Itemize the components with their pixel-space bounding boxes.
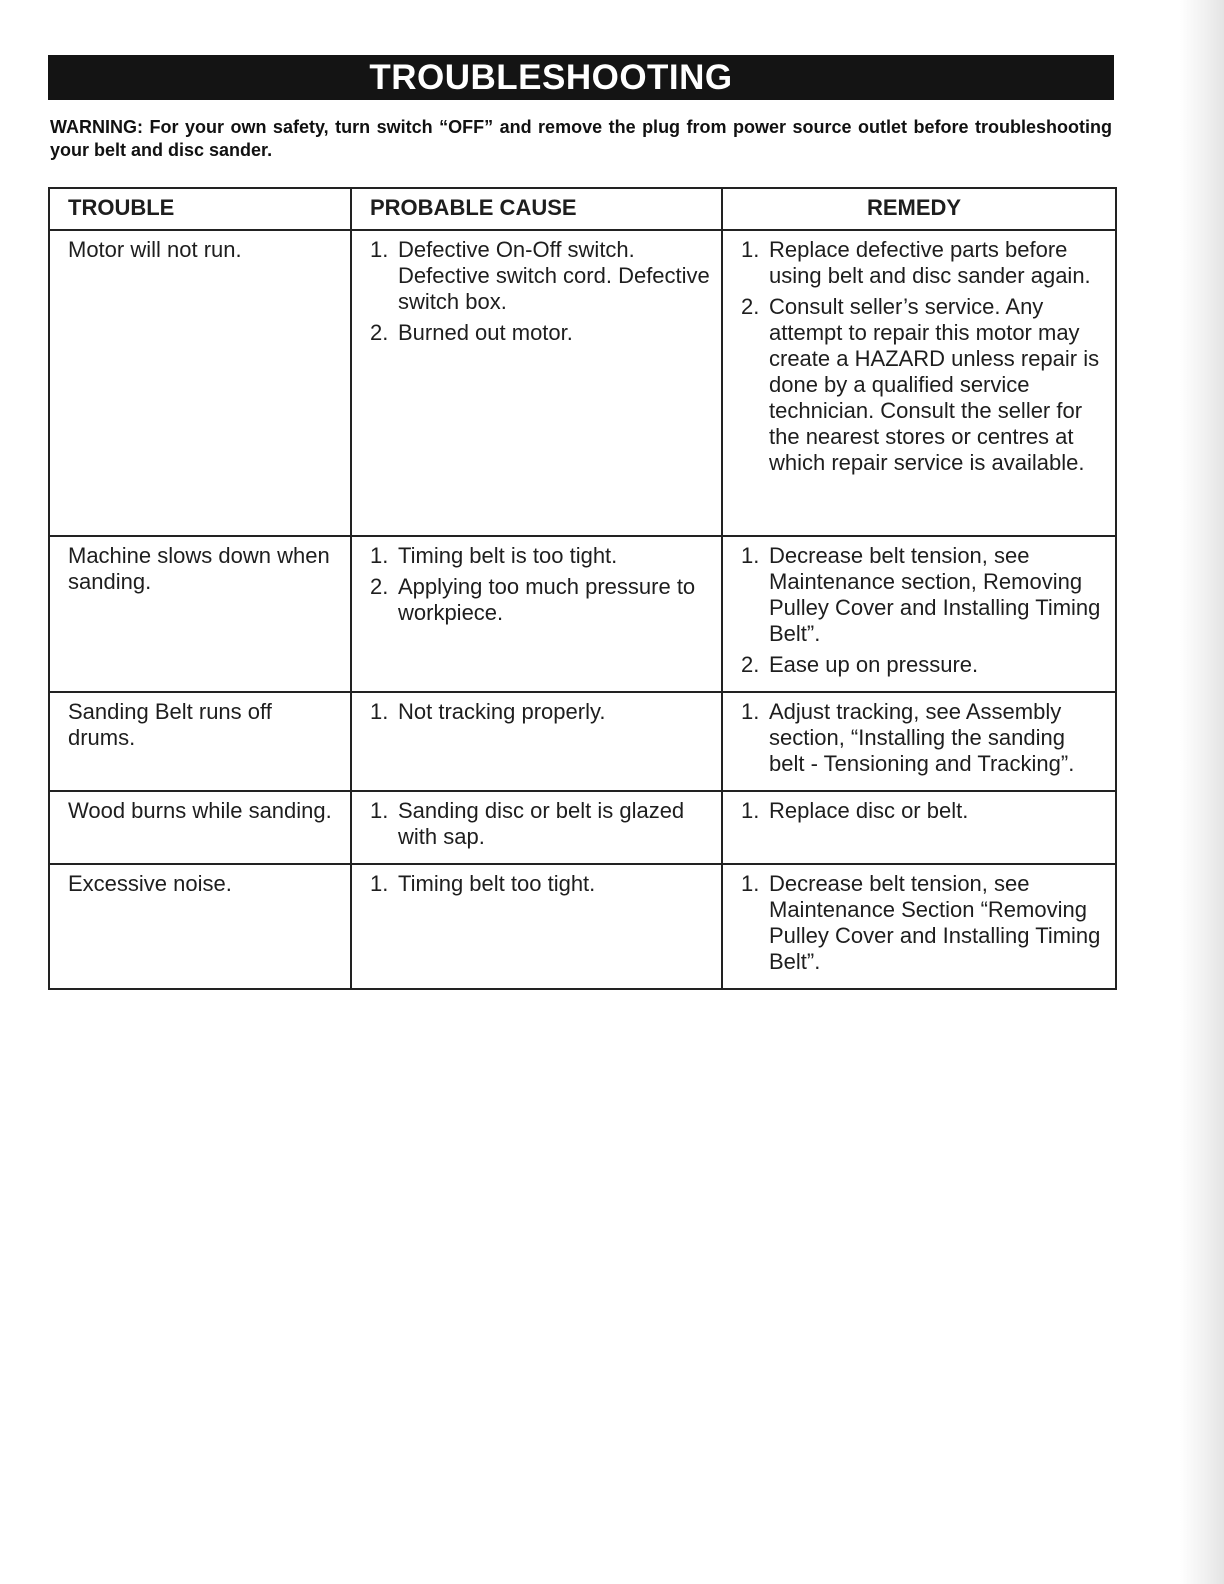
- cause-cell: [351, 536, 722, 692]
- trouble-cell: Sanding Belt runs off drums.: [49, 692, 351, 791]
- column-header-remedy: REMEDY: [722, 188, 1116, 230]
- list-item: 2. Applying too much pressure to workpiece.: [370, 574, 696, 625]
- table-header-row: [49, 188, 1116, 230]
- list-item: 1. Adjust tracking, see Assembly section, “Installing the sanding belt - Tensioning and Tracking”.: [741, 699, 1075, 776]
- table-row: [49, 230, 1116, 536]
- troubleshooting-table: [48, 187, 1117, 990]
- list-item: 1. Decrease belt tension, see Maintenance Section “Removing Pulley Cover and Installing Timing Belt”.: [741, 871, 1101, 974]
- remedy-cell: [722, 536, 1116, 692]
- table-row: [49, 536, 1116, 692]
- trouble-cell: Wood burns while sanding.: [49, 791, 351, 864]
- page-edge-shadow: [1180, 0, 1224, 1584]
- trouble-cell: Machine slows down when sanding.: [49, 536, 351, 692]
- cause-cell: [351, 791, 722, 864]
- list-item: 1. Replace defective parts before using belt and disc sander again.: [741, 237, 1091, 288]
- table-row: [49, 692, 1116, 791]
- list-item: 1. Defective On-Off switch. Defective switch cord. Defective switch box.: [370, 237, 710, 314]
- list-item: 1. Replace disc or belt.: [741, 798, 969, 823]
- page-title: TROUBLESHOOTING: [369, 57, 733, 97]
- list-item: 1. Not tracking properly.: [370, 699, 606, 724]
- list-item: 1. Timing belt is too tight.: [370, 543, 618, 568]
- cause-cell: [351, 692, 722, 791]
- cause-cell: [351, 864, 722, 989]
- list-item: 1. Sanding disc or belt is glazed with sap.: [370, 798, 685, 849]
- remedy-cell: [722, 864, 1116, 989]
- table-row: [49, 791, 1116, 864]
- remedy-cell: [722, 692, 1116, 791]
- remedy-cell: [722, 230, 1116, 536]
- column-header-cause: PROBABLE CAUSE: [351, 188, 722, 230]
- title-banner: [48, 55, 1114, 100]
- table-row: [49, 864, 1116, 989]
- list-item: 2. Burned out motor.: [370, 320, 573, 345]
- list-item: 2. Consult seller’s service. Any attempt to repair this motor may create a HAZARD unless repair is done by a qualified service technician. Consult the seller for the nearest stores or centres at which repair service is available.: [741, 294, 1100, 475]
- column-header-trouble: TROUBLE: [49, 188, 351, 230]
- trouble-cell: Motor will not run.: [49, 230, 351, 536]
- remedy-cell: [722, 791, 1116, 864]
- trouble-cell: Excessive noise.: [49, 864, 351, 989]
- list-item: 1. Decrease belt tension, see Maintenance section, Removing Pulley Cover and Installing Timing Belt”.: [741, 543, 1101, 646]
- list-item: 1. Timing belt too tight.: [370, 871, 596, 896]
- safety-warning: WARNING: For your own safety, turn switch “OFF” and remove the plug from power source outlet before troubleshooting your belt and disc sander.: [50, 117, 1112, 160]
- list-item: 2. Ease up on pressure.: [741, 652, 979, 677]
- cause-cell: [351, 230, 722, 536]
